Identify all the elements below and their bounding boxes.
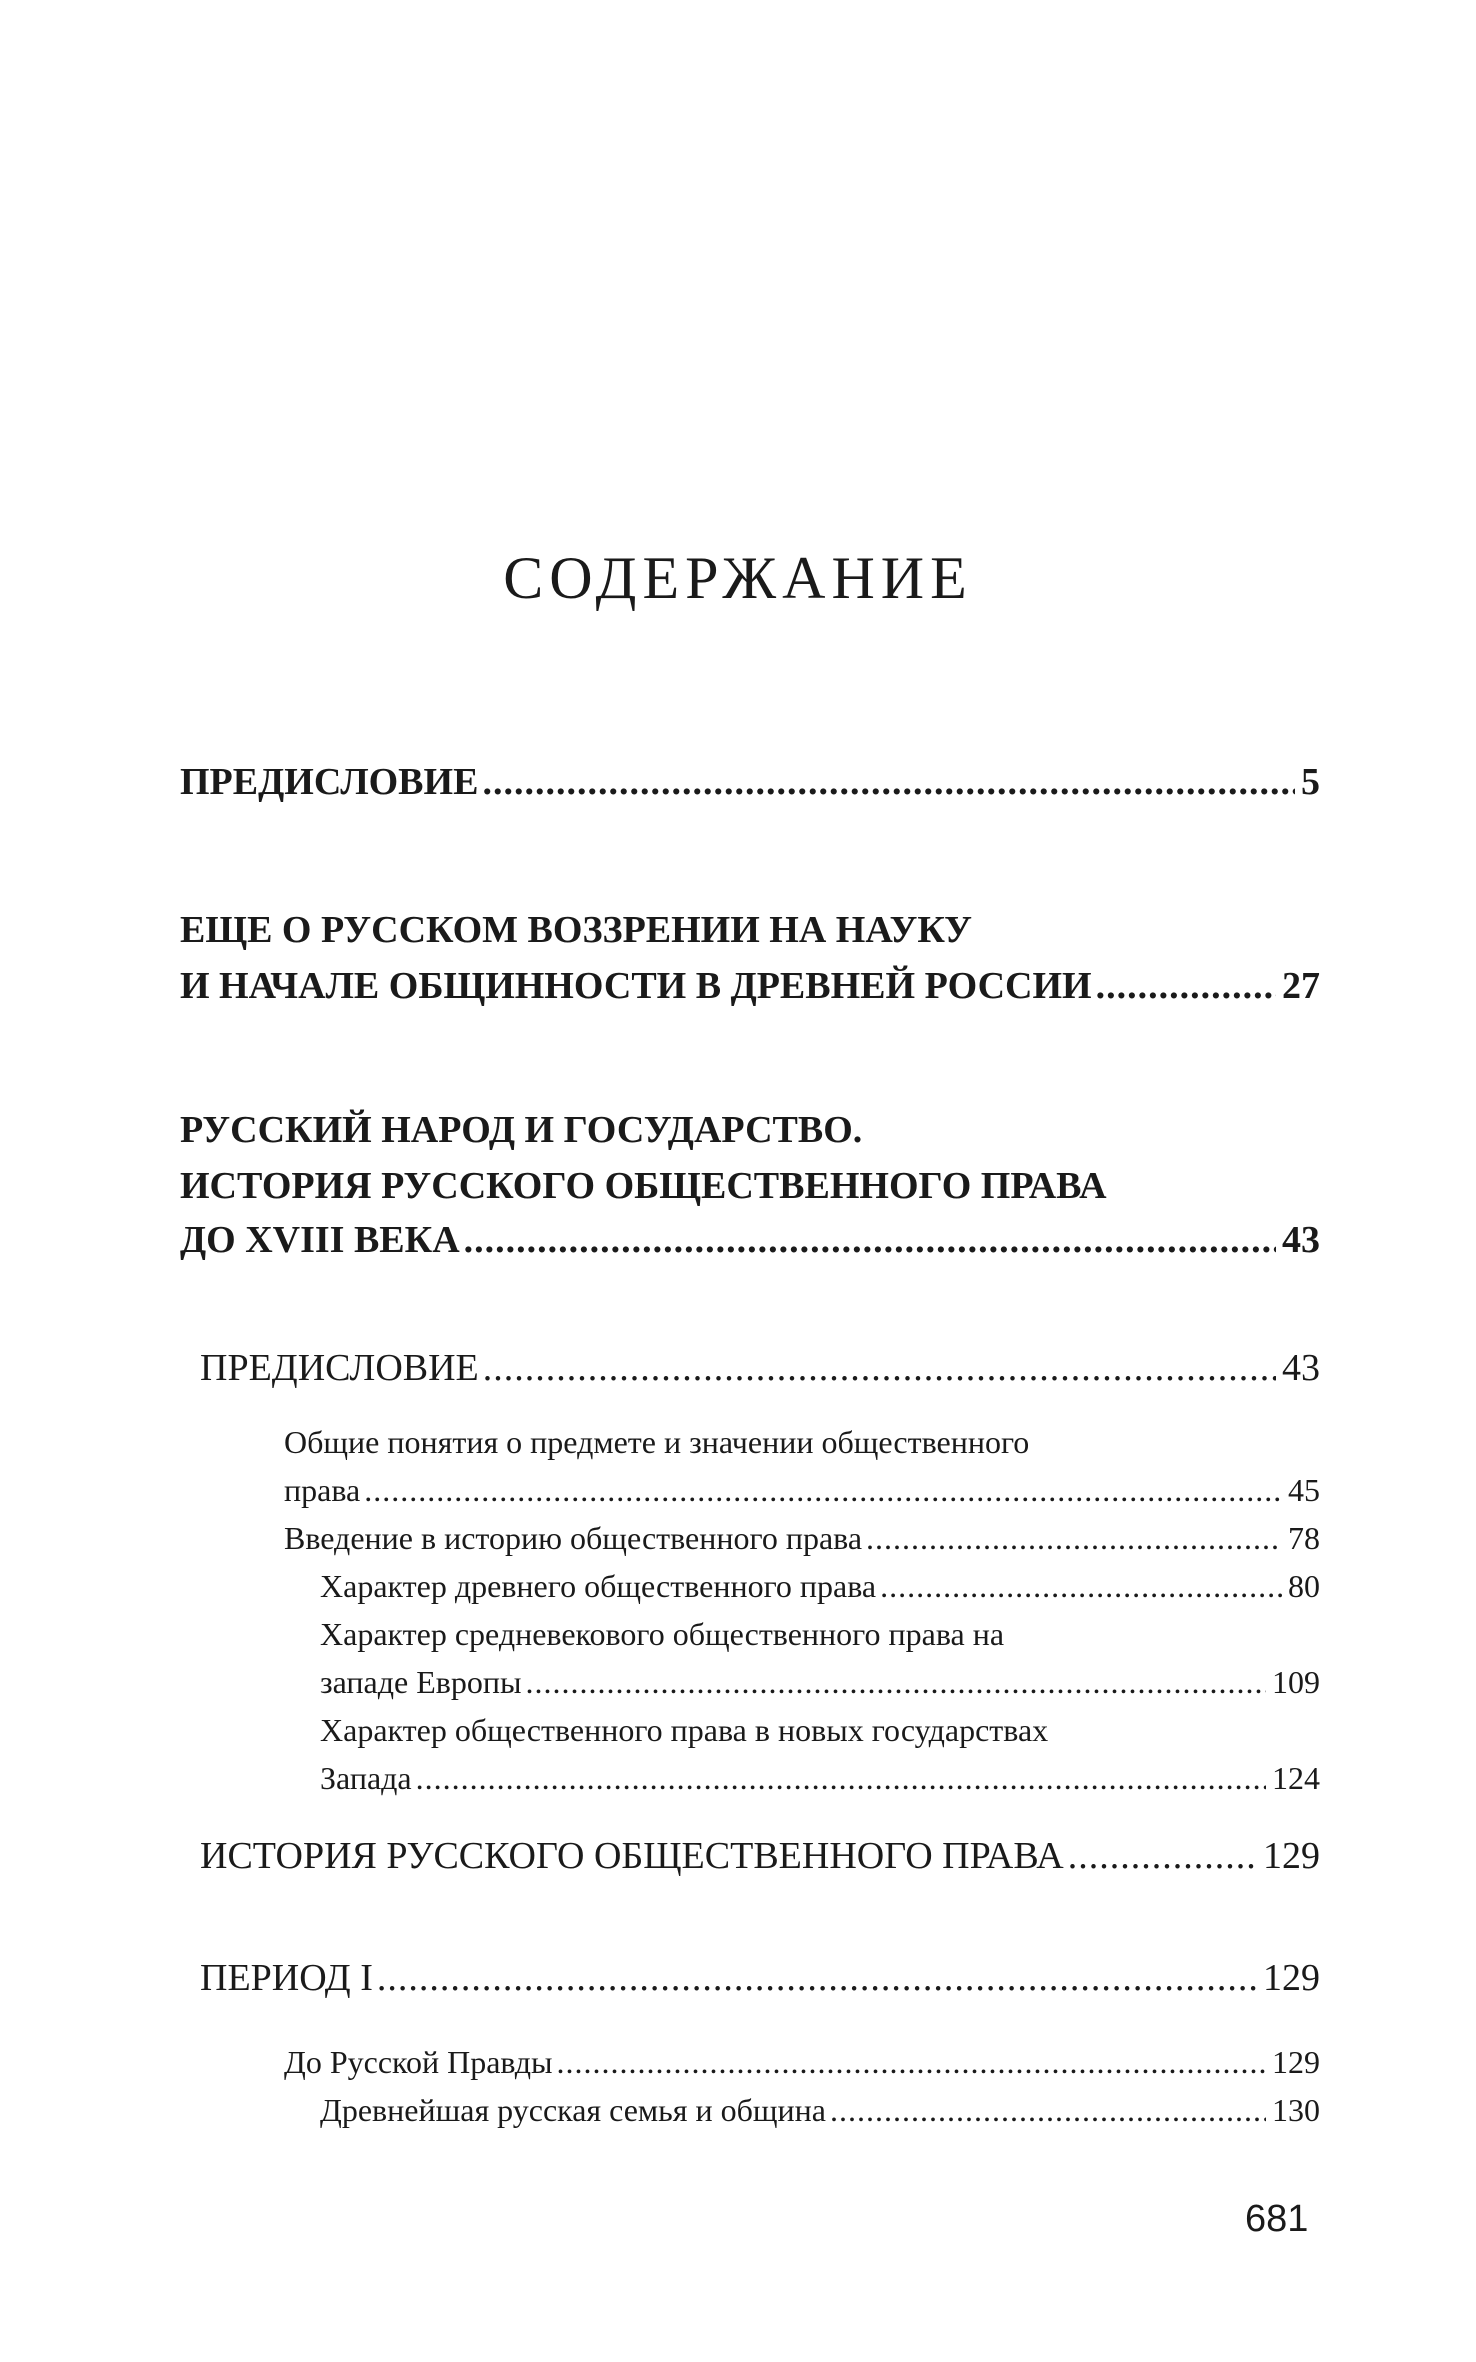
toc-entry-title: ИСТОРИЯ РУССКОГО ОБЩЕСТВЕННОГО ПРАВА [200,1835,1064,1877]
dot-leader [482,760,1295,804]
toc-entry-page: 43 [1282,1219,1320,1261]
dot-leader [377,1956,1257,2000]
toc-entry-title: Характер древнего общественного права [320,1568,877,1604]
dot-leader [830,2092,1266,2129]
toc-entry-page: 124 [1272,1760,1320,1796]
dot-leader [1096,964,1276,1008]
toc-entry-title: западе Европы [320,1664,522,1700]
toc-entry [320,1760,1320,1797]
toc-entry-title: Древнейшая русская семья и община [320,2092,826,2128]
toc-entry-title: Характер общественного права в новых государствах [320,1712,1049,1748]
toc-entry-title: ДО XVIII ВЕКА [180,1219,460,1261]
toc-entry-title: ПРЕДИСЛОВИЕ [200,1347,479,1389]
dot-leader [364,1472,1282,1509]
toc-entry-title: Общие понятия о предмете и значении общественного [284,1424,1030,1460]
toc-entry [284,2044,1320,2081]
toc-entry-title: ПРЕДИСЛОВИЕ [180,761,479,803]
page-number: 681 [1245,2198,1309,2240]
toc-entry-title: ИСТОРИЯ РУССКОГО ОБЩЕСТВЕННОГО ПРАВА [180,1165,1107,1207]
toc-entry [180,964,1320,1008]
dot-leader [1068,1834,1257,1878]
dot-leader [416,1760,1266,1797]
toc-entry [320,1568,1320,1605]
dot-leader [880,1568,1282,1605]
dot-leader [483,1346,1276,1390]
toc-entry-page: 129 [1263,1835,1320,1877]
toc-entry-page: 5 [1301,761,1320,803]
toc-entry-page: 45 [1288,1472,1320,1508]
toc-entry [180,760,1320,804]
toc-entry-title: До Русской Правды [284,2044,553,2080]
toc-entry-title: Характер средневекового общественного права на [320,1616,1005,1652]
toc-entry-title: И НАЧАЛЕ ОБЩИННОСТИ В ДРЕВНЕЙ РОССИИ [180,965,1092,1007]
page-title: СОДЕРЖАНИЕ [503,545,973,611]
toc-entry [180,1218,1320,1262]
toc-entry-page: 78 [1288,1520,1320,1556]
toc-entry [200,1346,1320,1390]
toc-entry-title: РУССКИЙ НАРОД И ГОСУДАРСТВО. [180,1109,863,1151]
toc-entry-page: 27 [1282,965,1320,1007]
toc-entry-page: 129 [1272,2044,1320,2080]
toc-entry-page: 129 [1263,1957,1320,1999]
dot-leader [526,1664,1266,1701]
toc-entry [284,1472,1320,1509]
toc-entry-title: права [284,1472,361,1508]
toc-entry [284,1520,1320,1557]
toc-entry-page: 109 [1272,1664,1320,1700]
toc-entry [320,1664,1320,1701]
toc-entry [320,2092,1320,2129]
dot-leader [556,2044,1266,2081]
toc-entry-page: 130 [1272,2092,1320,2128]
toc-entry [200,1956,1320,2000]
toc-entry-title: ПЕРИОД I [200,1957,373,1999]
dot-leader [866,1520,1282,1557]
toc-entry-page: 43 [1282,1347,1320,1389]
toc-entry [200,1834,1320,1878]
dot-leader [464,1218,1276,1262]
toc-entry-title: ЕЩЕ О РУССКОМ ВОЗЗРЕНИИ НА НАУКУ [180,909,973,951]
toc-entry-title: Запада [320,1760,412,1796]
toc-entry-title: Введение в историю общественного права [284,1520,863,1556]
toc-entry-page: 80 [1288,1568,1320,1604]
